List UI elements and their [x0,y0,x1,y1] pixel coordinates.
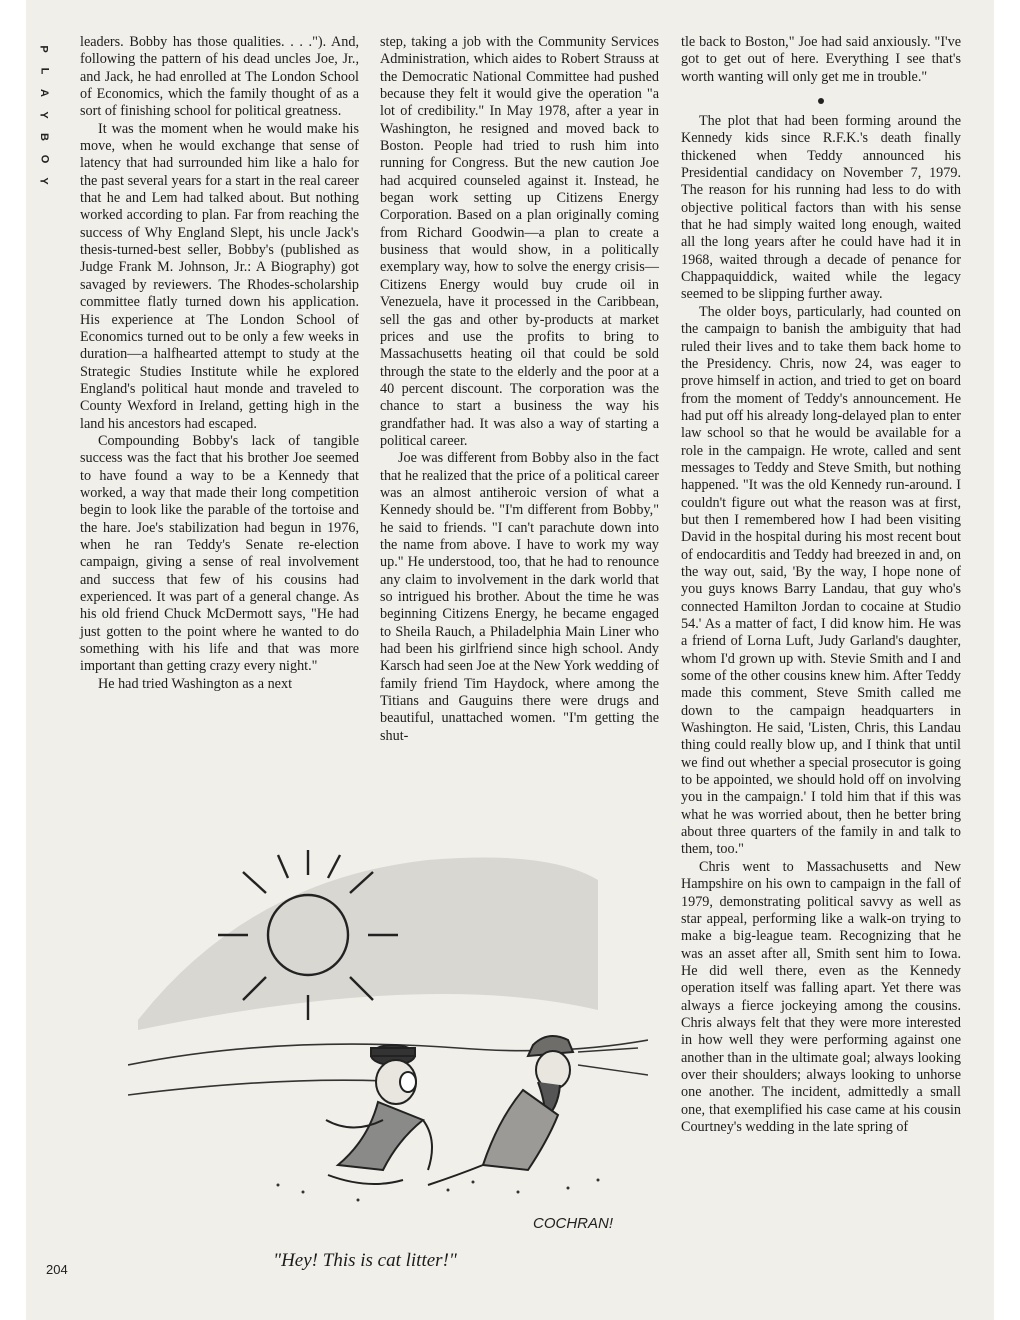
cartoonist-signature: COCHRAN! [533,1215,614,1232]
paragraph: leaders. Bobby has those qualities. . . ."). And, following the pattern of his dead uncles Joe, Jr., and Jack, he had enrolled at The London School of Economics, which the family thought of as a sort of finishing school for political greatness. [80,34,359,120]
text-column-3 [681,34,961,1274]
page-number: 204 [46,1262,68,1277]
running-head-letter: Y [38,111,50,119]
running-head-letter: Y [38,177,50,185]
running-head-letter: A [37,89,50,97]
section-separator [681,92,961,109]
paragraph: Joe was different from Bobby also in the fact that he realized that the price of a political career was an almost antiheroic version of what a Kennedy should be. "I'm different from Bobby," he said to friends. "I can't parachute down into the name from above. I have to work my way up." He understood, too, that he had to renounce any claim to involvement in the dark world that so intrigued his brother. About the time he was beginning Citizens Energy, he became engaged to Sheila Rauch, a Philadelphia Main Liner who had been his girlfriend since high school. Andy Karsch had seen Joe at the New York wedding of family friend Tim Haydock, where among the Titians and Gauguins there were drugs and beautiful, unattached women. "I'm getting the shut- [380,450,659,744]
paragraph: Chris went to Massachusetts and New Hampshire on his own to campaign in the fall of 1979, demonstrating political savvy as well as star appeal, performing like a walk-on trying to make a big-league team. Recognizing that he was an asset after all, Smith sent him to Iowa. He did well there, even as the Kennedy operation itself was falling apart. Yet there was always a fierce jockeying among the cousins. Chris always felt that they were more interested in how well they were performing against one another than in the ultimate goal; always looking over their shoulders; always looking to unhorse one another. The incident, admittedly a small one, that exemplified his case came at his cousin Courtney's wedding in the late spring of [681,858,961,1135]
paragraph: The plot that had been forming around the Kennedy kids since R.F.K.'s death finally thickened when Teddy announced his Presidential candidacy on November 7, 1979. The reason for his running had less to do with objective political factors than with his sense that he had simply waited long enough, waited all the long years after he could have had it in 1968, waited through a decade of penance for Chappaquiddick, waited while the legacy seemed to be slipping further away. [681,113,961,303]
magazine-running-head [34,38,54,192]
kneeling-figure-right [428,1036,573,1185]
paragraph: It was the moment when he would make his move, when he would exchange that sense of latency that had surrounded him like a halo for the past several years for a start in the real career that he and Lem had talked about. But nothing worked according to plan. Far from reaching the success of Why England Slept, his uncle Jack's thesis-turned-best seller, Bobby's (published as Judge Frank M. Johnson, Jr.: A Biography) got savaged by reviewers. The Rhodes-scholarship committee flatly turned down his application. His experience at The London School of Economics turned out to be only a few weeks in duration—a halfhearted attempt to study at the Strategic Studies Institute while he explored England's political haut monde and traveled to County Wexford in Ireland, getting high in the land his ancestors had escaped. [80,120,359,432]
running-head-letter: P [38,45,50,53]
paragraph: Compounding Bobby's lack of tangible success was the fact that his brother Joe seemed to have found a way to be a Kennedy that worked, a way that made their long competition begin to look like the parable of the tortoise and the hare. Joe's stabilization had begun in 1976, when he ran Teddy's Senate re-election campaign, giving a sense of real involvement and success that few of his cousins had experienced. It was part of a general change. As his old friend Chuck McDermott says, "He had just gotten to the point where he wanted to do something with his life and that was more important than getting crazy every night." [80,432,359,675]
text-column-2 [380,34,659,824]
paragraph: The older boys, particularly, had counted on the campaign to banish the ambiguity that had ruled their lives and to take them back home to the Presidency. Chris, now 24, was eager to prove himself in action, and tried to get on board from the moment of Teddy's announcement. He had put off his already long-delayed plan to enter law school so that he would be available for a role in the campaign. He wrote, called and sent messages to Teddy and Steve Smith, but nothing happened. "It was the old Kennedy run-around. I couldn't figure out what the reason was at first, but then I remembered how I had been visiting David in the hospital during his most recent bout of endocarditis and Teddy had breezed in and, on the way out, said, 'By the way, I hope none of you guys knows Barry Landau, that guy who's connected Hamilton Jordan to cocaine at Studio 54.' As a matter of fact, I did know him. He was a friend of Lorna Luft, Judy Garland's daughter, whom I'd grown up with. Stevie Smith and I and some of the other cousins knew him. After Teddy made this comment, Steve Smith called me down to the campaign headquarters in Washington. He said, 'Listen, Chris, this Landau thing could really blow up, and I think that until we find out whether a special prosecutor is going to be appointed, we should hold off on involving you in the campaign.' I told him that if this was what he was worried about, then he better bring about three quarters of the family in and talk to them, too." [681,303,961,858]
paragraph: step, taking a job with the Community Services Administration, which aides to Robert Strauss at the Democratic National Committee had pushed because they felt it would give the operation "a lot of credibility." In May 1978, after a year in Washington, he resigned and moved back to Boston. People had tried to rush him into running for Congress. But the new caution Joe had acquired counseled against it. Instead, he began work setting up Citizens Energy Corporation. Based on a plan originally coming from Richard Goodwin—a plan to create a business that would show, in a politically exemplary way, how to solve the energy crisis—Citizens Energy would buy crude oil in Venezuela, have it processed in the Caribbean, sell the gas and other by-products at market prices and use the profits to bring to Massachusetts heating oil that could be sold through the state to the elderly and the poor at a 40 percent discount. The corporation was the chance to start a business the way his grandfather had. It was also a way of starting a political career. [380,34,659,449]
cartoon-illustration [128,820,648,1240]
paragraph: tle back to Boston," Joe had said anxiously. "I've got to get out of here. Everything I see that's worth wanting will only get me in trouble." [681,34,961,85]
running-head-letter: L [37,67,50,75]
paragraph: He had tried Washington as a next [98,675,293,692]
kneeling-figure-left [326,1045,432,1184]
cartoon-caption: "Hey! This is cat litter!" [273,1250,457,1271]
running-head-letter: O [38,154,50,164]
text-column-1 [80,34,359,824]
running-head-letter: B [37,133,50,141]
